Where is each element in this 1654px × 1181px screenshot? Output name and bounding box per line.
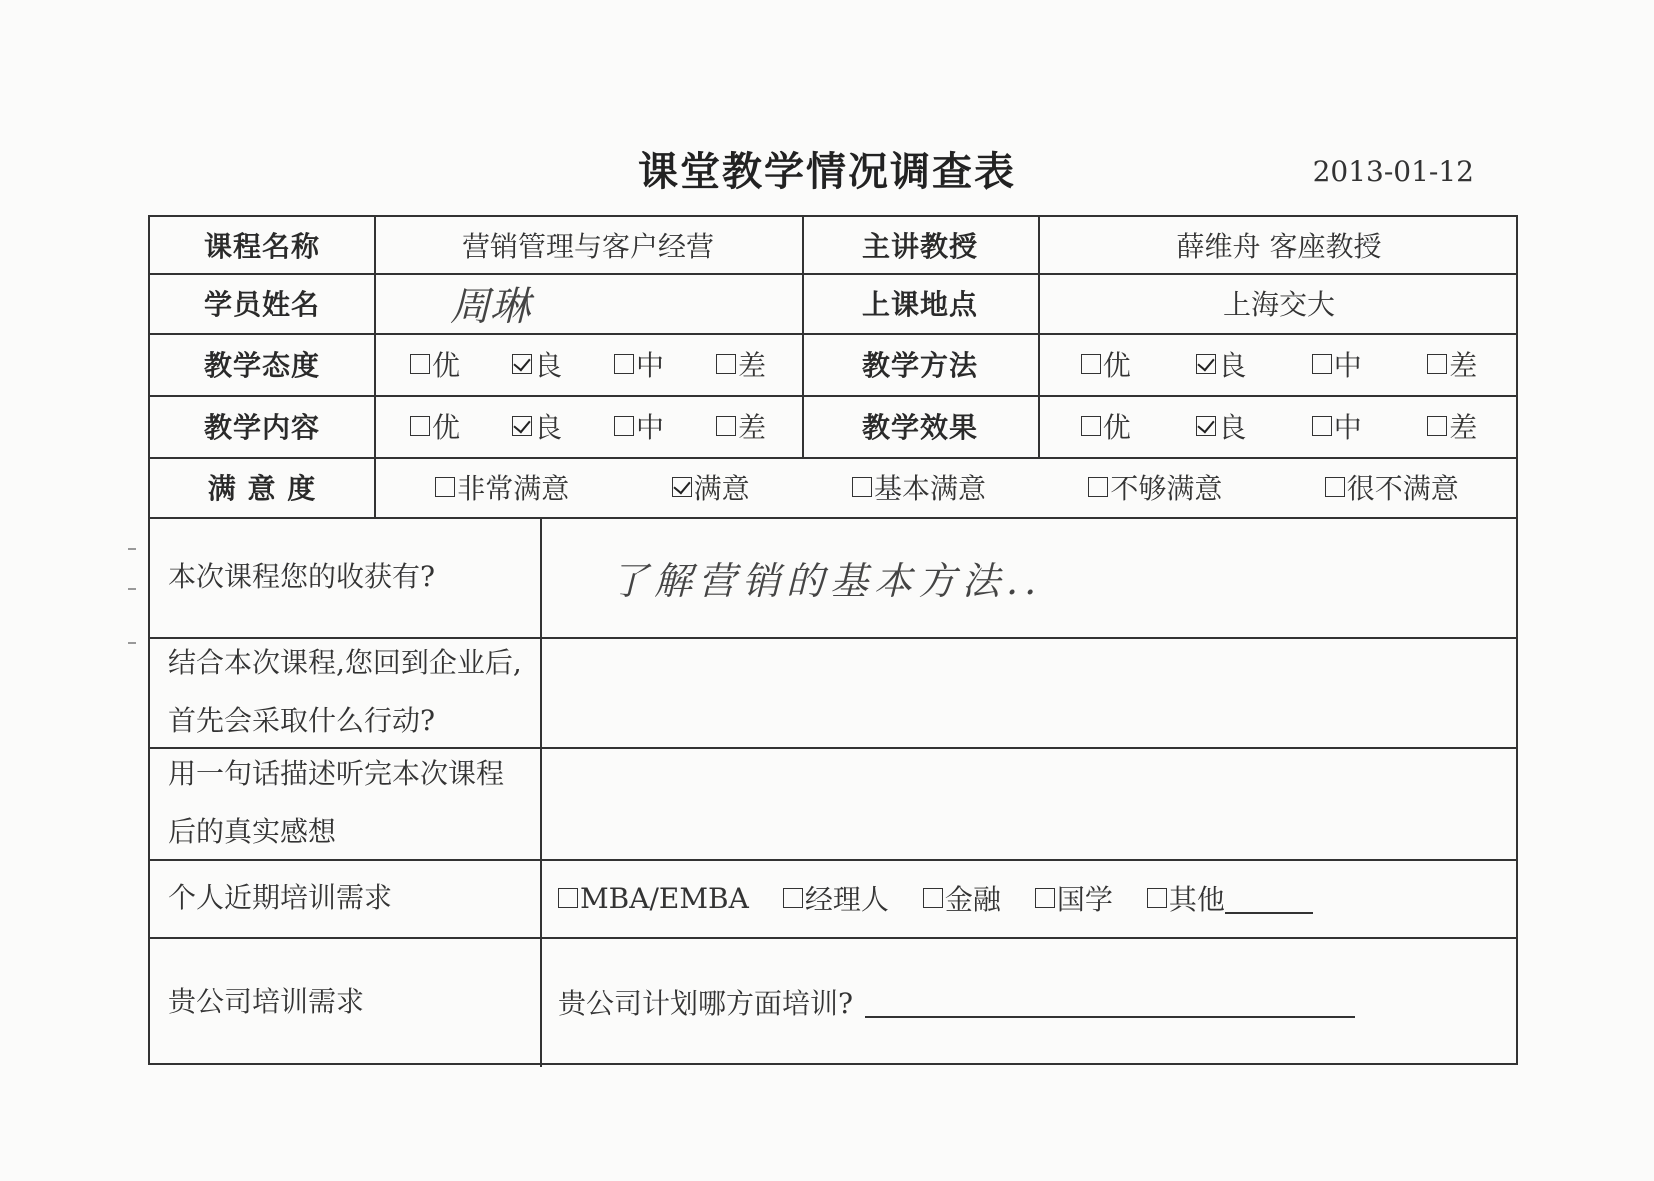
- checkbox[interactable]: [852, 477, 872, 497]
- option-average[interactable]: 中: [614, 344, 664, 384]
- checkbox[interactable]: [783, 888, 803, 908]
- question-gains-answer[interactable]: 了解营销的基本方法..: [610, 558, 1043, 603]
- handwritten-signature: 周琳: [450, 283, 530, 330]
- option-other[interactable]: 其他: [1147, 878, 1313, 918]
- checkbox[interactable]: [614, 416, 634, 436]
- checkbox[interactable]: [1088, 477, 1108, 497]
- checkbox-checked[interactable]: [1196, 416, 1216, 436]
- training-needs-options: [540, 859, 1520, 937]
- edge-mark: [128, 642, 136, 644]
- option-very-satisfied[interactable]: 非常满意: [435, 467, 569, 507]
- course-name-label: 课程名称: [203, 230, 320, 263]
- checkbox[interactable]: [1427, 416, 1447, 436]
- checkbox-checked[interactable]: [512, 354, 532, 374]
- edge-mark: [128, 588, 136, 590]
- checkbox-checked[interactable]: [672, 477, 692, 497]
- option-poor[interactable]: 差: [716, 344, 766, 384]
- rating-label-content: 教学内容: [203, 411, 320, 444]
- rating-label-attitude: 教学态度: [203, 349, 320, 382]
- option-excellent[interactable]: 优: [410, 406, 460, 446]
- option-mba[interactable]: MBA/EMBA: [558, 882, 749, 915]
- checkbox[interactable]: [1427, 354, 1447, 374]
- option-poor[interactable]: 差: [1427, 406, 1477, 446]
- checkbox-checked[interactable]: [512, 416, 532, 436]
- company-needs-prompt: 贵公司计划哪方面培训?: [558, 987, 854, 1020]
- checkbox[interactable]: [716, 416, 736, 436]
- checkbox[interactable]: [410, 416, 430, 436]
- question-feeling-label: 用一句话描述听完本次课程后的真实感想: [168, 757, 505, 848]
- training-needs-label: 个人近期培训需求: [168, 881, 393, 914]
- option-excellent[interactable]: 优: [1081, 406, 1131, 446]
- option-good[interactable]: 良: [512, 344, 562, 384]
- company-needs-row: [540, 937, 1520, 1067]
- page-title: 课堂教学情况调查表: [638, 149, 1016, 195]
- lecturer-field[interactable]: 薛维舟 客座教授: [1176, 230, 1382, 263]
- option-excellent[interactable]: 优: [410, 344, 460, 384]
- option-average[interactable]: 中: [614, 406, 664, 446]
- checkbox[interactable]: [614, 354, 634, 374]
- checkbox[interactable]: [410, 354, 430, 374]
- location-label: 上课地点: [861, 288, 978, 321]
- option-poor[interactable]: 差: [1427, 344, 1477, 384]
- rating-options-effect: [1038, 395, 1520, 457]
- option-satisfied[interactable]: 满意: [672, 467, 750, 507]
- location-field[interactable]: 上海交大: [1222, 288, 1335, 321]
- option-poor[interactable]: 差: [716, 406, 766, 446]
- question-feeling-answer[interactable]: [540, 747, 1520, 859]
- option-very-unsatisfied[interactable]: 很不满意: [1325, 467, 1459, 507]
- rating-options-attitude: [374, 333, 802, 395]
- checkbox[interactable]: [716, 354, 736, 374]
- satisfaction-options: [374, 457, 1520, 517]
- form-date: 2013-01-12: [1312, 155, 1474, 188]
- satisfaction-label: 满 意 度: [207, 472, 317, 505]
- option-good[interactable]: 良: [512, 406, 562, 446]
- company-needs-label: 贵公司培训需求: [168, 985, 365, 1018]
- question-gains-label: 本次课程您的收获有?: [168, 560, 436, 593]
- rating-options-content: [374, 395, 802, 457]
- checkbox[interactable]: [1035, 888, 1055, 908]
- checkbox[interactable]: [1147, 888, 1167, 908]
- survey-form: [148, 215, 1518, 1065]
- option-manager[interactable]: 经理人: [783, 878, 889, 918]
- company-needs-blank[interactable]: [865, 986, 1355, 1018]
- checkbox[interactable]: [1312, 354, 1332, 374]
- question-action-answer[interactable]: [540, 637, 1520, 747]
- option-basically-satisfied[interactable]: 基本满意: [852, 467, 986, 507]
- option-good[interactable]: 良: [1196, 344, 1246, 384]
- option-average[interactable]: 中: [1312, 406, 1362, 446]
- edge-mark: [128, 548, 136, 550]
- other-blank-line[interactable]: [1225, 882, 1313, 914]
- course-name-field[interactable]: 营销管理与客户经营: [461, 230, 714, 263]
- question-action-label: 结合本次课程,您回到企业后,首先会采取什么行动?: [168, 646, 522, 737]
- rating-options-method: [1038, 333, 1520, 395]
- checkbox[interactable]: [1312, 416, 1332, 436]
- option-good[interactable]: 良: [1196, 406, 1246, 446]
- student-name-field[interactable]: [450, 273, 802, 333]
- checkbox[interactable]: [1081, 416, 1101, 436]
- option-finance[interactable]: 金融: [923, 878, 1001, 918]
- lecturer-label: 主讲教授: [861, 230, 978, 263]
- option-excellent[interactable]: 优: [1081, 344, 1131, 384]
- option-not-satisfied[interactable]: 不够满意: [1088, 467, 1222, 507]
- student-name-label: 学员姓名: [203, 288, 320, 321]
- checkbox-checked[interactable]: [1196, 354, 1216, 374]
- rating-label-effect: 教学效果: [861, 411, 978, 444]
- checkbox[interactable]: [435, 477, 455, 497]
- checkbox[interactable]: [1325, 477, 1345, 497]
- checkbox[interactable]: [558, 888, 578, 908]
- option-sinology[interactable]: 国学: [1035, 878, 1113, 918]
- checkbox[interactable]: [1081, 354, 1101, 374]
- rating-label-method: 教学方法: [861, 349, 978, 382]
- checkbox[interactable]: [923, 888, 943, 908]
- option-average[interactable]: 中: [1312, 344, 1362, 384]
